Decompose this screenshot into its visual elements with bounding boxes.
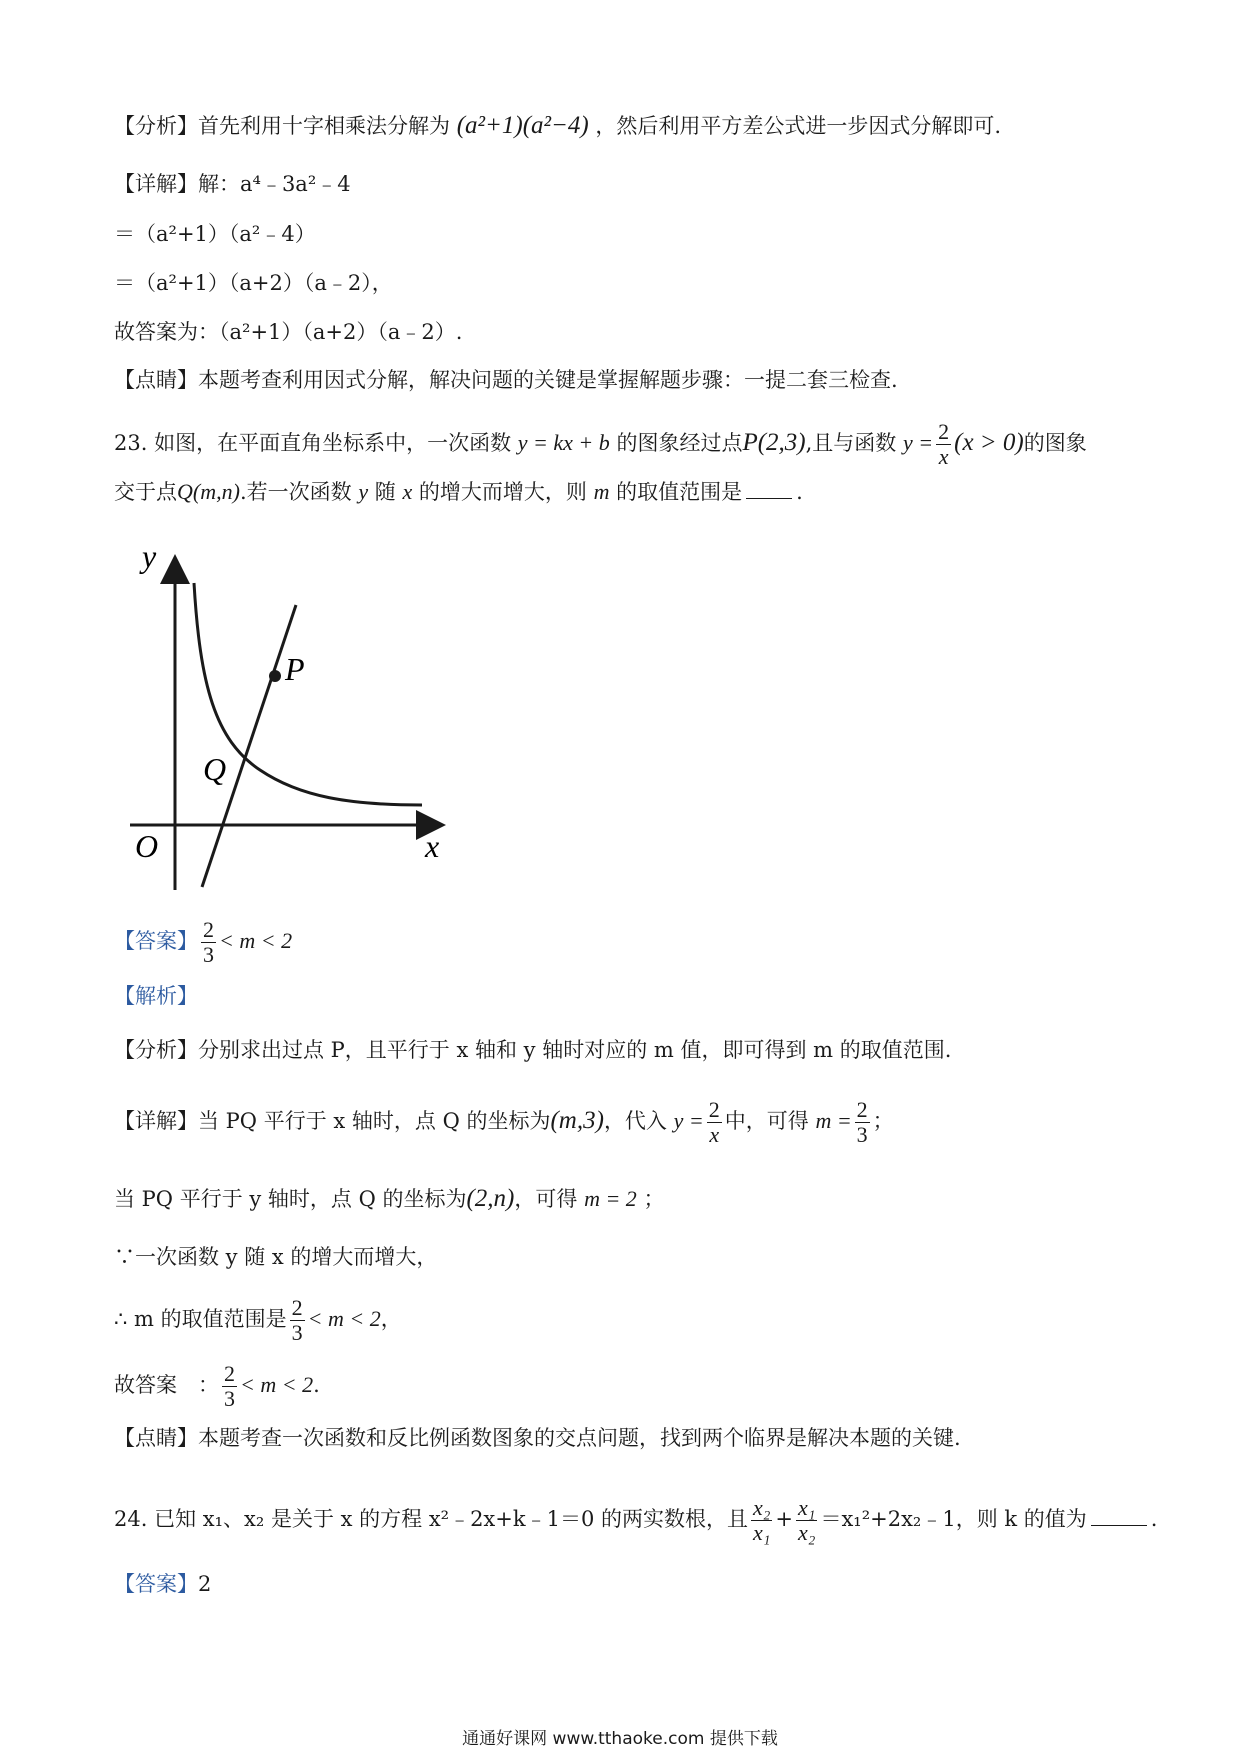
therefore-text: ∴ m 的取值范围是 <box>114 1307 287 1331</box>
answer-label: 【答案】 <box>114 1572 198 1596</box>
answer-blank <box>746 480 792 499</box>
comment-label: 【点睛】 <box>114 1426 198 1450</box>
question-23-line-1 <box>114 420 1087 469</box>
factor-expression: (a²+1)(a²−4) <box>456 112 589 139</box>
domain-condition: (x > 0) <box>954 429 1024 456</box>
final-answer-line <box>114 1362 320 1411</box>
coord-2n: (2,n) <box>466 1185 515 1212</box>
fraction-x2-over-x1: $\frac{\text{x₂}}{\text{x₁}}$ <box>753 1495 771 1545</box>
label-q: Q <box>203 751 227 787</box>
y-equals: y = <box>903 430 934 455</box>
analysis-text-end: ，然后利用平方差公式进一步因式分解即可. <box>595 114 1002 138</box>
therefore-comma: ， <box>380 1307 402 1331</box>
detail-text-3: 中，可得 <box>724 1109 809 1133</box>
final-period: . <box>313 1373 320 1397</box>
answer-23-line <box>114 918 292 967</box>
hyperbola-curve <box>194 583 422 805</box>
var-x: x <box>402 479 413 504</box>
m-equals-2: m = 2 <box>584 1186 637 1211</box>
fraction-2-over-x: $\frac{2}{x}$ <box>708 1097 720 1147</box>
answer-blank <box>1091 1507 1147 1526</box>
detail-text-4: ； <box>872 1109 894 1133</box>
because-line: ∵一次函数 y 随 x 的增大而增大， <box>114 1245 438 1269</box>
analysis-22-line <box>114 112 1001 140</box>
detail-23-line-2 <box>114 1185 665 1213</box>
detail-text-2: ，代入 <box>603 1109 667 1133</box>
detail-text-1: 当 PQ 平行于 x 轴时，点 Q 的坐标为 <box>198 1109 551 1133</box>
point-p: P(2,3) <box>742 429 806 456</box>
linear-function: y = kx + b <box>517 430 610 455</box>
q23-text-6: .若一次函数 <box>239 480 352 504</box>
detail-label: 【详解】 <box>114 172 198 196</box>
q23-text-2: 的图象经过点 <box>616 431 743 455</box>
fraction-2-over-x: $\frac{2}{x}$ <box>938 419 950 469</box>
detail-23-line <box>114 1098 894 1147</box>
q23-end: . <box>796 480 803 504</box>
detail-label: 【详解】 <box>114 1109 198 1133</box>
step-1: ＝（a²+1）（a²﹣4） <box>114 222 316 246</box>
detail-text-6: ，可得 <box>514 1187 578 1211</box>
comment-text: 本题考查利用因式分解，解决问题的关键是掌握解题步骤：一提二套三检查. <box>198 368 898 392</box>
fraction-x1-over-x2: $\frac{\text{x₁}}{\text{x₂}}$ <box>798 1495 816 1545</box>
fraction-2-over-3: $\frac{2}{3}$ <box>856 1097 868 1147</box>
linear-line <box>202 605 296 887</box>
answer-23-inequality: < m < 2 <box>219 928 293 953</box>
detail-text-7: ； <box>643 1187 665 1211</box>
detail-text-5: 当 PQ 平行于 y 轴时，点 Q 的坐标为 <box>114 1187 467 1211</box>
fraction-2-over-3: $\frac{2}{3}$ <box>203 917 214 967</box>
detail-22-line <box>114 170 351 198</box>
therefore-inequality: < m < 2 <box>307 1306 381 1331</box>
answer-24-value: 2 <box>198 1572 212 1596</box>
step-2: ＝（a²+1）（a+2）（a﹣2）， <box>114 271 393 295</box>
label-o: O <box>135 828 159 864</box>
q23-text-3: ,且与函数 <box>805 431 897 455</box>
answer-24-line <box>114 1570 211 1598</box>
var-m: m <box>593 479 610 504</box>
label-p: P <box>285 651 305 687</box>
footer-text: 通通好课网 www.tthaoke.com 提供下载 <box>462 1729 778 1749</box>
q23-text-9: 的取值范围是 <box>616 480 743 504</box>
point-q: Q(m,n) <box>177 479 240 504</box>
analysis-23-line <box>114 1036 951 1064</box>
q23-text-4: 的图象 <box>1023 431 1087 455</box>
answer-label: 【答案】 <box>114 929 198 953</box>
q23-text-8: 的增大而增大，则 <box>418 480 587 504</box>
coord-m3: (m,3) <box>550 1107 604 1134</box>
question-23-line-2 <box>114 478 803 506</box>
q24-end: . <box>1150 1507 1158 1531</box>
answer-22-line: 故答案为：（a²+1）（a+2）（a﹣2）. <box>114 320 463 344</box>
point-p-dot <box>269 670 281 682</box>
fraction-2-over-3: $\frac{2}{3}$ <box>224 1361 235 1411</box>
question-24-line <box>114 1496 1157 1545</box>
label-y: y <box>142 538 157 574</box>
analysis-text: 分别求出过点 P，且平行于 x 轴和 y 轴时对应的 m 值，即可得到 m 的取值范围. <box>198 1038 952 1062</box>
comment-text: 本题考查一次函数和反比例函数图象的交点问题，找到两个临界是解决本题的关键. <box>198 1426 961 1450</box>
therefore-line <box>114 1296 402 1345</box>
function-graph <box>120 535 460 895</box>
analysis-label: 【分析】 <box>114 114 198 138</box>
comment-label: 【点睛】 <box>114 368 198 392</box>
q24-text-2: ＝x₁²+2x₂﹣1，则 k 的值为 <box>820 1507 1087 1531</box>
comment-22-line <box>114 366 898 394</box>
q23-text-1: 23. 如图，在平面直角坐标系中，一次函数 <box>114 431 512 455</box>
q23-text-7: 随 <box>374 480 396 504</box>
m-equals: m = <box>815 1108 852 1133</box>
analysis-text: 首先利用十字相乘法分解为 <box>198 114 450 138</box>
fraction-2-over-3: $\frac{2}{3}$ <box>291 1295 303 1345</box>
q23-text-5: 交于点 <box>114 480 177 504</box>
label-x: x <box>425 828 440 864</box>
analysis-label: 【分析】 <box>114 1038 198 1062</box>
y-equals: y = <box>673 1108 704 1133</box>
var-y: y <box>358 479 369 504</box>
comment-23-line <box>114 1424 961 1452</box>
final-inequality: < m < 2 <box>240 1372 314 1397</box>
detail-text: 解：a⁴﹣3a²﹣4 <box>198 172 351 196</box>
q24-text-1: 24. 已知 x₁、x₂ 是关于 x 的方程 x²﹣2x+k﹣1＝0 的两实数根，且 <box>114 1507 748 1531</box>
solution-label: 【解析】 <box>114 984 198 1008</box>
final-text: 故答案 ： <box>114 1373 219 1397</box>
plus-sign: + <box>775 1507 794 1531</box>
